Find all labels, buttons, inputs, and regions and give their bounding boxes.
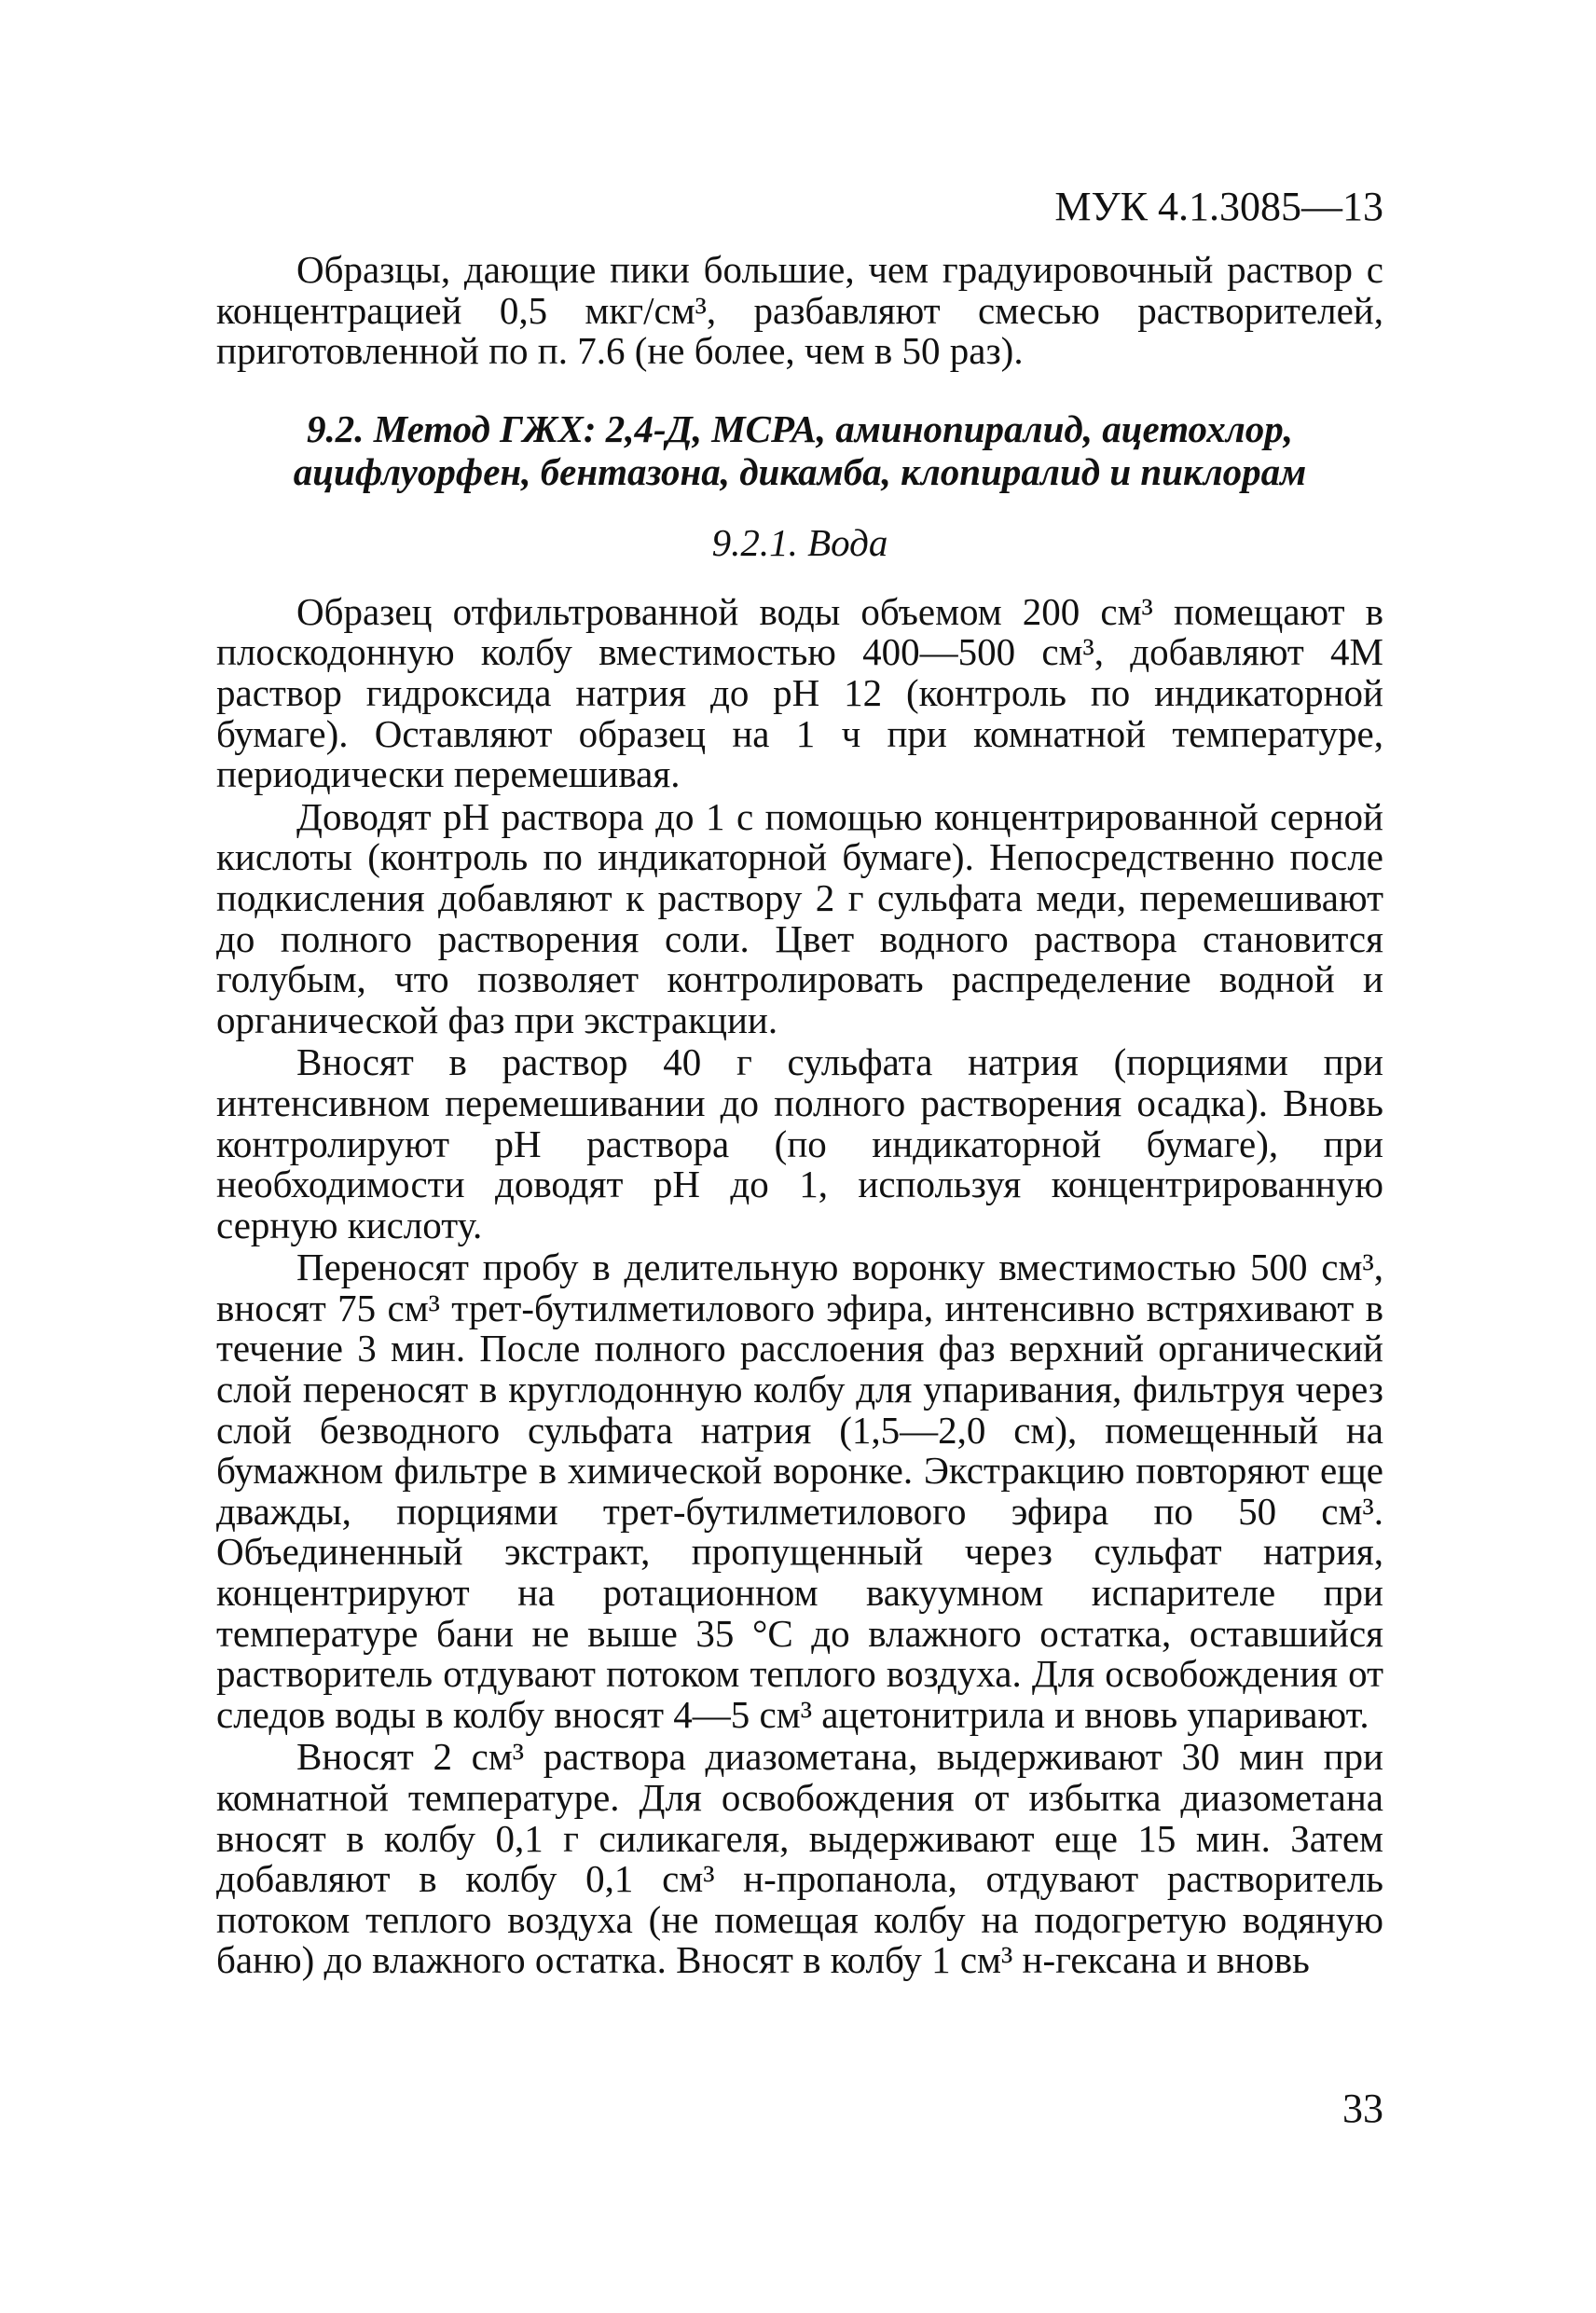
paragraph: Вносят в раствор 40 г сульфата натрия (порциями при интенсивном перемешивании до полного растворения осадка). Вновь контролируют pH раствора (по индикаторной бумаге), при необходимости доводят pH до 1, используя концентрированную серную кислоту. [216, 1040, 1383, 1246]
section-heading: 9.2. Метод ГЖХ: 2,4-Д, МСРА, аминопиралид, ацетохлор, ацифлуорфен, бентазона, дикамба, клопиралид и пиклорам [293, 406, 1307, 493]
paragraph: Вносят 2 см³ раствора диазометана, выдерживают 30 мин при комнатной температуре. Для освобождения от избытка диазометана вносят в колбу 0,1 г силикагеля, выдерживают еще 15 мин. Затем добавляют в колбу 0,1 см³ н-пропанола, отдувают растворитель потоком теплого воздуха (не помещая колбу на подогретую водяную баню) до влажного остатка. Вносят в колбу 1 см³ н-гексана и вновь [216, 1735, 1383, 1982]
body-text [216, 250, 1383, 1981]
intro-paragraph: Образцы, дающие пики большие, чем градуировочный раствор с концентрацией 0,5 мкг/см³, разбавляют смесью растворителей, приготовленной по п. 7.6 (не более, чем в 50 раз). [216, 248, 1383, 373]
subsection-heading: 9.2.1. Вода [711, 520, 888, 564]
document-code: МУК 4.1.3085—13 [1054, 184, 1383, 229]
paragraph: Образец отфильтрованной воды объемом 200 см³ помещают в плоскодонную колбу вместимостью 400—500 см³, добавляют 4М раствор гидроксида натрия до pH 12 (контроль по индикаторной бумаге). Оставляют образец на 1 ч при комнатной температуре, периодически перемешивая. [216, 589, 1383, 796]
paragraph: Доводят pH раствора до 1 с помощью концентрированной серной кислоты (контроль по индикаторной бумаге). Непосредственно после подкисления добавляют к раствору 2 г сульфата меди, перемешивают до полного растворения соли. Цвет водного раствора становится голубым, что позволяет контролировать распределение водной и органической фаз при экстракции. [216, 794, 1383, 1041]
paragraph: Переносят пробу в делительную воронку вместимостью 500 см³, вносят 75 см³ трет-бутилметилового эфира, интенсивно встряхивают в течение 3 мин. После полного расслоения фаз верхний органический слой переносят в круглодонную колбу для упаривания, фильтруя через слой безводного сульфата натрия (1,5—2,0 см), помещенный на бумажном фильтре в химической воронке. Экстракцию повторяют еще дважды, порциями трет-бутилметилового эфира по 50 см³. Объединенный экстракт, пропущенный через сульфат натрия, концентрируют на ротационном вакуумном испарителе при температуре бани не выше 35 °С до влажного остатка, оставшийся растворитель отдувают потоком теплого воздуха. Для освобождения от следов воды в колбу вносят 4—5 см³ ацетонитрила и вновь упаривают. [216, 1246, 1383, 1736]
page-number: 33 [1342, 2086, 1383, 2131]
